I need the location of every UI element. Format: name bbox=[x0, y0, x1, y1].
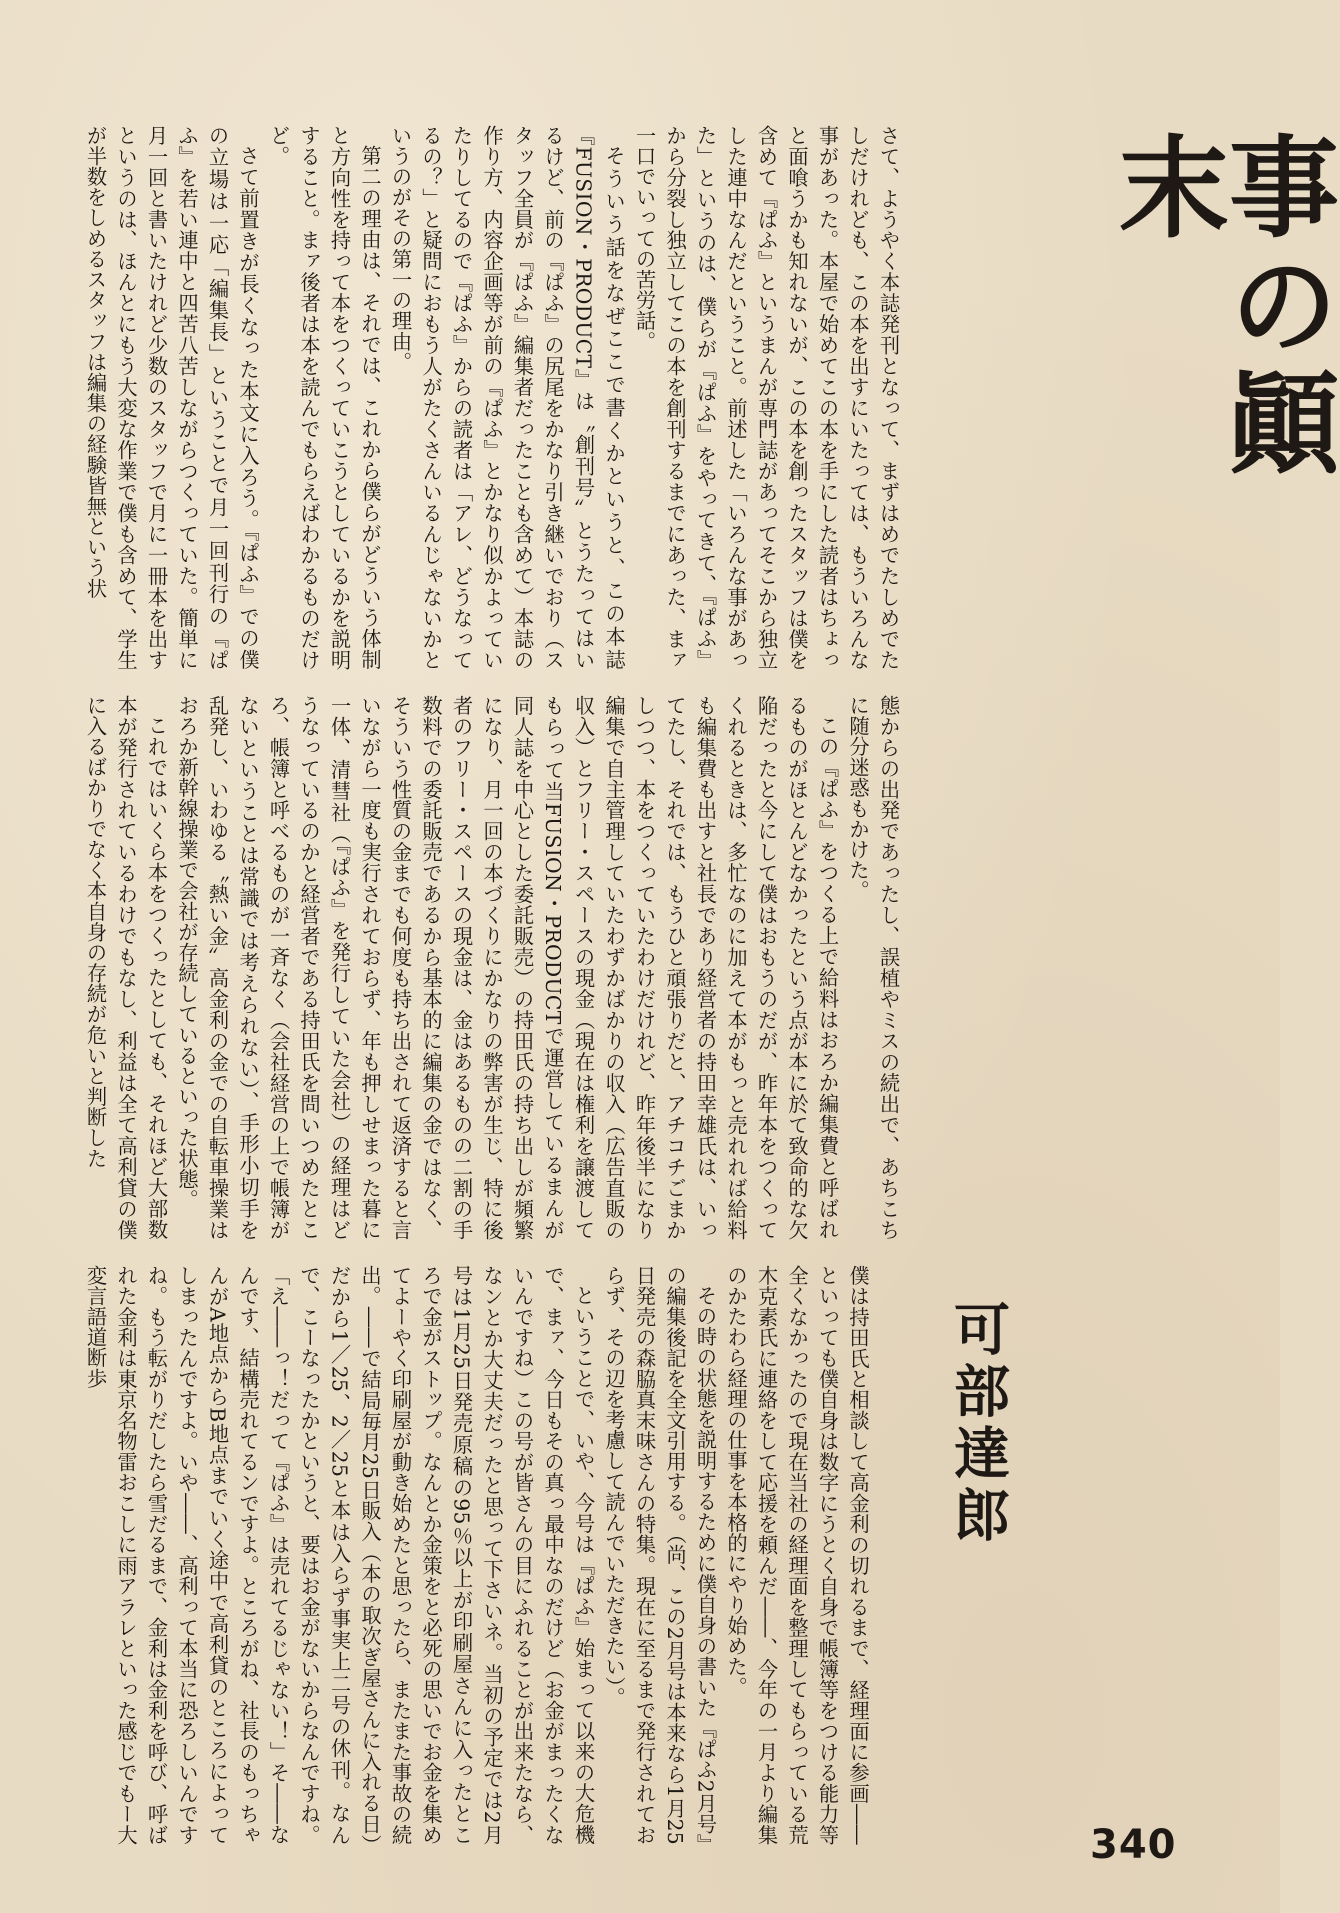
paragraph: 第二の理由は、それでは、これから僕らがどういう体制と方向性を持って本をつくっていこうとしているかを説明すること。まァ後者は本を読んでもらえばわかるものだけど。 bbox=[266, 125, 382, 670]
text-block-upper bbox=[80, 125, 901, 670]
paragraph: 僕は持田氏と相談して高金利の切れるまで、経理面に参画――といっても僕自身は数字にうとく自身で帳簿等をつける能力等全くなかったので現在当社の経理面を整理してもらっている荒木克素氏に連絡をして応援を頼んだ――、今年の一月より編集のかたわら経理の仕事を本格的にやり始めた。 bbox=[724, 1265, 870, 1845]
body-text bbox=[80, 1265, 873, 1845]
paragraph: そういう話をなぜここで書くかというと、この本誌『FUSION・PRODUCT』は〝創刊号〟とうたってはいるけど、前の『ぱふ』の尻尾をかなり引き継いでおり（スタッフ全員が『ぱふ』編集者だったことも含めて）本誌の作り方、内容企画等が前の『ぱふ』とかなり似かよっていたりしてるので『ぱふ』からの読者は「アレ、どうなってるの？」と疑問におもう人がたくさんいるんじゃないかというのがその第一の理由。 bbox=[388, 125, 626, 670]
text-block-middle bbox=[80, 695, 901, 1240]
body-text bbox=[80, 125, 904, 670]
article-title: 事の顚末 bbox=[1101, 130, 1340, 484]
paragraph: ということで、いや、今号は『ぱふ』始まって以来の大危機で、まァ、今日もその真っ最中なのだけど（お金がまったくないんですね）この号が皆さんの目にふれることが出来たなら、なンとか大丈夫だったと思って下さいネ。当初の予定では2月号は1月25日発売原稿の95％以上が印刷屋さんに入ったところで金がストップ。なんとか金策をと必死の思いでお金を集めてよーやく印刷屋が動き始めたと思ったら、またまた事故の続出。――で結局毎月25日販入（本の取次ぎ屋さんに入れる日）だから1／25、2／25と本は入らず事実上二号の休刊。なんで、こーなったかというと、要はお金がないからなんですね。「え――っ！だって『ぱふ』は売れてるじゃない！」そ――なんです、結構売れてるンですよ。ところがね、社長のもっちゃんがA地点からB地点までいく途中で高利貸のところによってしまったんですよ。いや――、高利って本当に恐ろしいんですね。もう転がりだしたら雪だるまで、金利は金利を呼び、呼ばれた金利は東京名物雷おこしに雨アラレといった感じでもー大変言語道断歩 bbox=[83, 1265, 596, 1845]
body-text bbox=[80, 695, 904, 1240]
paragraph: その時の状態を説明するために僕自身の書いた『ぱふ2月号』の編集後記を全文引用する。（尚、この2月号は本来なら1月25日発売の森脇真末味さんの特集。現在に至るまで発行されておらず、その辺を考慮して読んでいただきたい）。 bbox=[602, 1265, 718, 1845]
paragraph: さて前置きが長くなった本文に入ろう。『ぱふ』での僕の立場は一応「編集長」ということで月一回刊行の『ぱふ』を若い連中と四苦八苦しながらつくっていた。簡単に月一回と書いたけれど少数のスタッフで月に一冊本を出すというのは、ほんとにもう大変な作業で僕も含めて、学生が半数をしめるスタッフは編集の経験皆無という状 bbox=[83, 125, 260, 670]
paragraph: さて、ようやく本誌発刊となって、まずはめでたしめでたしだけれども、この本を出すにいたっては、もういろんな事があった。本屋で始めてこの本を手にした読者はちょっと面喰うかも知れないが、この本を創ったスタッフは僕を含めて『ぱふ』というまんが専門誌があってそこから独立した連中なんだということ。前述した「いろんな事があった」というのは、僕らが『ぱふ』をやってきて、『ぱふ』から分裂し独立してこの本を創刊するまでにあった、まァ一口でいっての苦労話。 bbox=[632, 125, 901, 670]
paragraph: これではいくら本をつくったとしても、それほど大部数本が発行されているわけでもなし、利益は全て高利貸の僕に入るばかりでなく本自身の存続が危いと判断した bbox=[83, 695, 169, 1240]
text-block-lower bbox=[80, 1265, 880, 1845]
author-name: 可部達郎 bbox=[945, 1300, 1011, 1548]
paragraph: この『ぱふ』をつくる上で給料はおろか編集費と呼ばれるものがほとんどなかったという点が本に於て致命的な欠陥だったと今にして僕はおもうのだが、昨年本をつくってくれるときは、多忙なのに加えて本がもっと売れれば給料も編集費も出すと社長であり経営者の持田幸雄氏は、いってたし、それでは、もうひと頑張りだと、アチコチごまかしつつ、本をつくっていたわけだけれど、昨年後半になり編集で自主管理していたわずかばかりの収入（広告直販の収入）とフリー・スペースの現金（現在は権利を譲渡してもらって当FUSION・PRODUCTで運営しているまんが同人誌を中心とした委託販売）の持田氏の持ち出しが頻繁になり、月一回の本づくりにかなりの弊害が生じ、特に後者のフリー・スペースの現金は、金はあるものの二割の手数料での委託販売であるから基本的に編集の金ではなく、そういう性質の金までも何度も持ち出されて返済すると言いながら一度も実行されておらず、年も押しせまった暮に一体、清彗社（『ぱふ』を発行していた会社）の経理はどうなっているのかと経営者である持田氏を問いつめたところ、帳簿と呼べるものが一斉なく（会社経営の上で帳簿がないということは常識では考えられない）、手形小切手を乱発し、いわゆる〝熱い金〟高金利の金での自転車操業はおろか新幹線操業で会社が存続しているといった状態。 bbox=[175, 695, 840, 1240]
paragraph: 態からの出発であったし、誤植やミスの続出で、あちこちに随分迷惑もかけた。 bbox=[846, 695, 901, 1240]
page-number: 340 bbox=[1090, 1822, 1177, 1868]
